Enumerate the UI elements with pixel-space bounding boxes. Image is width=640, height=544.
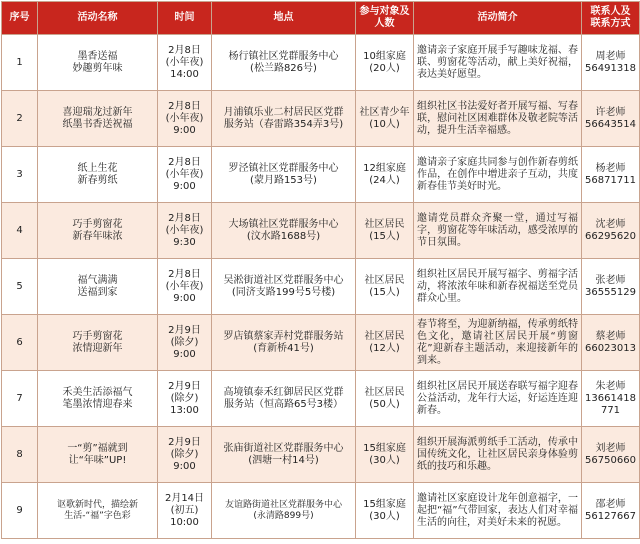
activity-audience-line: 15组家庭 (363, 498, 406, 510)
activity-time (158, 259, 212, 315)
activity-time-line: 2月8日 (168, 44, 201, 56)
activity-audience (356, 483, 414, 539)
activity-name (38, 371, 158, 427)
activity-place-line: (泗塘一村14号) (248, 454, 319, 466)
activity-place-line: 吴淞街道社区党群服务中心 (223, 274, 344, 286)
activity-time (158, 427, 212, 483)
activity-time-line: 2月14日 (164, 492, 205, 504)
activity-contact-line: 杨老师 (595, 162, 626, 174)
header-time: 时间 (158, 2, 212, 35)
activity-audience-line: 社区青少年 (359, 106, 410, 118)
activity-contact-line: 56491318 (585, 62, 636, 74)
activity-place (212, 427, 356, 483)
activity-name (38, 427, 158, 483)
activity-time (158, 371, 212, 427)
activity-audience-line: (15人) (369, 230, 400, 242)
activity-audience-line: 社区居民 (364, 274, 405, 286)
activity-audience-line: (30人) (369, 510, 400, 522)
activity-audience-line: (30人) (369, 454, 400, 466)
activity-place (212, 203, 356, 259)
activity-audience (356, 147, 414, 203)
activity-audience-line: 12组家庭 (363, 162, 406, 174)
activity-place-line: 张庙街道社区党群服务中心 (223, 442, 344, 454)
row-index: 6 (2, 315, 38, 371)
activity-time (158, 315, 212, 371)
header-audience-line: 人数 (374, 18, 395, 29)
activity-name-line: 妙趣剪年味 (72, 62, 123, 74)
header-place: 地点 (212, 2, 356, 35)
activity-place-line: 服务站（恒高路65号3楼） (223, 398, 344, 410)
activity-name (38, 259, 158, 315)
activity-time-line: 2月8日 (168, 212, 201, 224)
activity-name-line: 新春年味浓 (72, 230, 123, 242)
activity-time-line: (小年夜) (165, 112, 204, 124)
activity-name (38, 35, 158, 91)
activity-name-line: 一“剪”福就到 (67, 442, 128, 454)
activity-name-line: 生活-“福”字色彩 (64, 510, 131, 521)
activity-time (158, 203, 212, 259)
activity-description: 组织社区书法爱好者开展写福、写春联，慰问社区困难群体及敬老院等活动，提升生活幸福感。 (414, 91, 582, 147)
activity-contact-line: 周老师 (595, 50, 626, 62)
table-row (2, 315, 640, 371)
activity-audience (356, 427, 414, 483)
row-index: 2 (2, 91, 38, 147)
header-contact-line: 联系方式 (590, 18, 631, 29)
header-contact-line: 联系人及 (590, 6, 631, 17)
activity-place-line: (育新桥41号) (253, 342, 314, 354)
activity-contact (582, 427, 640, 483)
activity-audience-line: 社区居民 (364, 386, 405, 398)
activity-place (212, 259, 356, 315)
activity-time-line: 13:00 (170, 404, 199, 416)
activity-audience-line: (20人) (369, 62, 400, 74)
row-index: 1 (2, 35, 38, 91)
activity-audience-line: (24人) (369, 174, 400, 186)
activity-time-line: 9:00 (173, 292, 196, 304)
activity-time-line: 9:30 (173, 236, 196, 248)
activity-time-line: 2月9日 (168, 324, 201, 336)
activity-description: 邀请党员群众齐聚一堂，通过写福字，剪窗花等年味活动，感受浓厚的节日氛围。 (414, 203, 582, 259)
activity-name-line: 新春剪纸 (77, 174, 118, 186)
activity-name-line: 禾美生活添福气 (62, 386, 133, 398)
table-row (2, 483, 640, 539)
activity-time (158, 147, 212, 203)
activity-place-line: (松兰路826号) (250, 62, 317, 74)
activity-contact-line: 13661418 (585, 392, 636, 404)
activity-audience-line: 15组家庭 (363, 442, 406, 454)
activity-description: 组织社区居民开展写福字、剪福字活动，将浓浓年味和新春祝福送至党员群众心里。 (414, 259, 582, 315)
activity-name-line: 巧手剪窗花 (72, 330, 123, 342)
activity-name-line: 巧手剪窗花 (72, 218, 123, 230)
row-index: 8 (2, 427, 38, 483)
activity-contact-line: 66023013 (585, 342, 636, 354)
activity-name-line: 讴歌新时代，描绘新 (56, 499, 138, 510)
activity-contact (582, 315, 640, 371)
activity-audience (356, 315, 414, 371)
activity-contact-line: 朱老师 (595, 380, 626, 392)
activity-name-line: 纸墨书香送祝福 (62, 118, 133, 130)
activity-contact-line: 771 (600, 404, 621, 416)
activity-contact-line: 蔡老师 (595, 330, 626, 342)
activity-time-line: 9:00 (173, 348, 196, 360)
events-table (1, 1, 640, 539)
activity-place-line: 大场镇社区党群服务中心 (228, 218, 339, 230)
table-row (2, 259, 640, 315)
table-row (2, 203, 640, 259)
activity-name (38, 483, 158, 539)
row-index: 9 (2, 483, 38, 539)
activity-place (212, 483, 356, 539)
header-row (2, 2, 640, 35)
row-index: 5 (2, 259, 38, 315)
activity-time (158, 91, 212, 147)
activity-contact-line: 56871711 (585, 174, 636, 186)
activity-description: 组织开展海派剪纸手工活动，传承中国传统文化，让社区居民亲身体验剪纸的技巧和乐趣。 (414, 427, 582, 483)
activity-name-line: 笔墨浓情迎春来 (62, 398, 133, 410)
activity-time-line: (小年夜) (165, 224, 204, 236)
activity-time-line: 9:00 (173, 180, 196, 192)
activity-time-line: 9:00 (173, 460, 196, 472)
activity-name-line: 纸上生花 (77, 162, 118, 174)
activity-place-line: 高境镇泰禾红御居民区党群 (223, 386, 344, 398)
table-row (2, 147, 640, 203)
activity-time-line: (除夕) (170, 448, 199, 460)
header-contact (582, 2, 640, 35)
activity-contact-line: 张老师 (595, 274, 626, 286)
activity-audience (356, 35, 414, 91)
header-audience (356, 2, 414, 35)
table-body (2, 35, 640, 539)
activity-time-line: (小年夜) (165, 280, 204, 292)
activity-contact (582, 147, 640, 203)
activity-contact-line: 56643514 (585, 118, 636, 130)
table-row (2, 35, 640, 91)
activity-contact-line: 刘老师 (595, 442, 626, 454)
activity-contact-line: 56750660 (585, 454, 636, 466)
activity-time (158, 483, 212, 539)
activity-time-line: (小年夜) (165, 168, 204, 180)
activity-contact-line: 66295620 (585, 230, 636, 242)
activity-place-line: 友谊路街道社区党群服务中心 (224, 499, 342, 510)
activity-audience-line: 10组家庭 (363, 50, 406, 62)
activity-contact (582, 35, 640, 91)
activity-contact (582, 483, 640, 539)
activity-audience (356, 91, 414, 147)
header-index: 序号 (2, 2, 38, 35)
activity-name-line: 福气满满 (77, 274, 118, 286)
activity-time-line: (小年夜) (165, 56, 204, 68)
activity-contact (582, 371, 640, 427)
activity-description: 邀请社区家庭设计龙年创意福字，一起把“福”气带回家，表达人们对幸福生活的向往，对美好未来的祝愿。 (414, 483, 582, 539)
activity-audience (356, 259, 414, 315)
activity-audience (356, 203, 414, 259)
activity-time-line: (初五) (170, 504, 199, 516)
activity-place-line: (永清路899号) (253, 510, 314, 521)
activity-description: 邀请亲子家庭开展手写趣味龙福、春联、剪窗花等活动，献上美好祝福，表达美好愿望。 (414, 35, 582, 91)
activity-time-line: (除夕) (170, 336, 199, 348)
table-row (2, 371, 640, 427)
activity-place-line: 罗泾镇社区党群服务中心 (228, 162, 339, 174)
activity-description: 组织社区居民开展送春联写福字迎春公益活动，龙年行大运，好运连连迎新春。 (414, 371, 582, 427)
activity-description: 春节将至，为迎新纳福，传承剪纸特色文化，邀请社区居民开展“剪窗花”迎新春主题活动，来迎接新年的到来。 (414, 315, 582, 371)
activity-place-line: 杨行镇社区党群服务中心 (228, 50, 339, 62)
header-name: 活动名称 (38, 2, 158, 35)
activity-time-line: (除夕) (170, 392, 199, 404)
activity-name (38, 315, 158, 371)
activity-audience-line: 社区居民 (364, 330, 405, 342)
activity-place (212, 91, 356, 147)
activity-name-line: 浓情迎新年 (72, 342, 123, 354)
activity-contact (582, 259, 640, 315)
activity-name (38, 147, 158, 203)
activity-name-line: 喜迎瑞龙过新年 (62, 106, 133, 118)
activity-time-line: 2月8日 (168, 100, 201, 112)
row-index: 4 (2, 203, 38, 259)
activity-time-line: 9:00 (173, 124, 196, 136)
activity-contact-line: 沈老师 (595, 218, 626, 230)
activity-place-line: (同济支路199号5号楼) (231, 286, 336, 298)
activity-name-line: 送福到家 (77, 286, 118, 298)
activity-place (212, 315, 356, 371)
activity-time-line: 2月9日 (168, 436, 201, 448)
activity-audience-line: (10人) (369, 118, 400, 130)
activity-time-line: 2月9日 (168, 380, 201, 392)
header-audience-line: 参与对象及 (359, 6, 410, 17)
activity-contact (582, 203, 640, 259)
activity-audience-line: (15人) (369, 286, 400, 298)
activity-contact-line: 56127667 (585, 510, 636, 522)
activity-audience-line: (12人) (369, 342, 400, 354)
activity-place-line: (汶水路1688号) (246, 230, 321, 242)
activity-audience-line: 社区居民 (364, 218, 405, 230)
activity-name (38, 203, 158, 259)
activity-place (212, 371, 356, 427)
activity-contact-line: 许老师 (595, 106, 626, 118)
activity-place-line: 罗店镇蔡家弄村党群服务站 (223, 330, 344, 342)
activity-audience (356, 371, 414, 427)
activity-time-line: 10:00 (170, 516, 199, 528)
row-index: 3 (2, 147, 38, 203)
row-index: 7 (2, 371, 38, 427)
activity-place-line: 月浦镇乐业二村居民区党群 (223, 106, 344, 118)
activity-contact-line: 邵老师 (595, 498, 626, 510)
activity-place (212, 147, 356, 203)
activity-time-line: 2月8日 (168, 268, 201, 280)
activity-name-line: 墨香送福 (77, 50, 118, 62)
activity-time-line: 2月8日 (168, 156, 201, 168)
activity-contact (582, 91, 640, 147)
table-row (2, 91, 640, 147)
header-desc: 活动简介 (414, 2, 582, 35)
activity-name (38, 91, 158, 147)
activity-description: 邀请亲子家庭共同参与创作新春剪纸作品，在创作中增进亲子互动，共度新春佳节美好时光。 (414, 147, 582, 203)
activity-place (212, 35, 356, 91)
activity-contact-line: 36555129 (585, 286, 636, 298)
table-row (2, 427, 640, 483)
activity-time (158, 35, 212, 91)
activity-place-line: (蒙月路153号) (250, 174, 317, 186)
activity-place-line: 服务站（春雷路354弄3号) (223, 118, 344, 130)
activity-name-line: 让“年味”UP! (68, 454, 127, 466)
activity-audience-line: (50人) (369, 398, 400, 410)
activity-time-line: 14:00 (170, 68, 199, 80)
